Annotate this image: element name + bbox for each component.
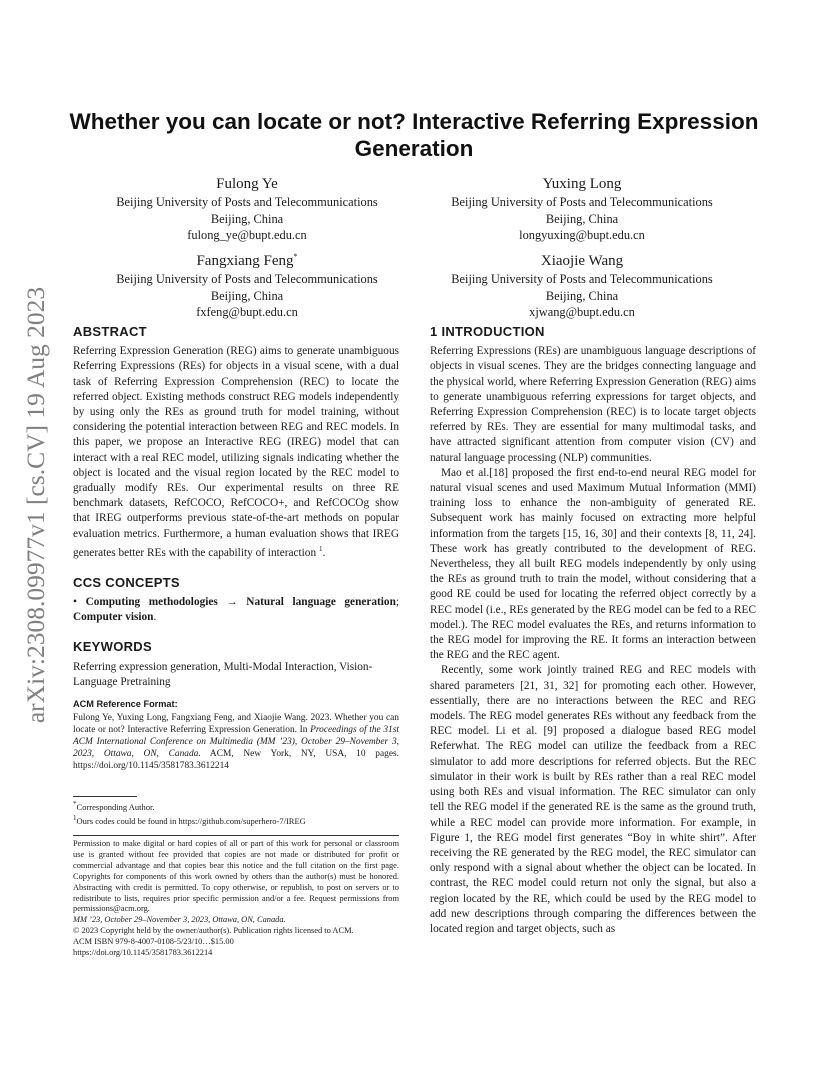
permission-isbn: ACM ISBN 979-8-4007-0108-5/23/10…$15.00 (73, 937, 234, 947)
author-block (417, 170, 747, 244)
author-location: Beijing, China (545, 288, 619, 303)
acm-reference-heading: ACM Reference Format: (73, 699, 178, 710)
author-affiliation: Beijing University of Posts and Telecommunications (451, 195, 713, 209)
footnote-item: $^1$Ours codes could be found in https://github.com/superhero-7/IREG (73, 813, 306, 826)
intro-paragraph: Referring Expressions (REs) are unambiguous language descriptions of objects in visual scenes. They are the bridges connecting language and the physical world, where Referring Expression Generation (REG) aims to generate unambiguous referring expressions for target objects, and Referring Expression Comprehension (REC) is to locate target objects referred by REs. They are essential for many multimodal tasks, and have attracted significant attention from computer vision (CV) and natural language processing (NLP) communities. (430, 345, 756, 464)
author-affiliation: Beijing University of Posts and Telecommunications (116, 195, 378, 209)
right-column (430, 324, 756, 937)
author-block (82, 247, 412, 321)
author-affiliation: Beijing University of Posts and Telecommunications (116, 272, 378, 286)
intro-paragraph: Recently, some work jointly trained REG and REC models with shared parameters [21, 31, 32] for promoting each other. However, essentially, there are no interactions between the REC and REG models. The REG model generates REs without any feedback from the REC model. Li et al. [9] proposed a dialogue based REG model Referwhat. The REG model can utilize the feedback from a REC simulator to add more descriptions for referred objects. But the REC simulator in their work is built by REs rather than a real REC model using both REs and visual information. The REC simulator can only tell the REG model if the generated RE is the same as the ground truth, while a REC model can provide more information. For example, in Figure 1, the REG model first generates “Boy in white shirt”. After receiving the RE generated by the REG model, the REC simulator can only respond with a signal about whether the object can be located. In contrast, the REC model could return not only the signal, but also a region located by the RE, which could be used by the REG model to add new descriptions through comparing the differences between the located region and target objects, such as (430, 664, 756, 935)
footnote-rule (73, 796, 137, 797)
author-name: Xiaojie Wang (540, 253, 624, 269)
author-name: Fangxiang Feng* (196, 252, 298, 269)
abstract-heading: ABSTRACT (73, 324, 147, 339)
introduction-heading: 1 INTRODUCTION (430, 324, 545, 339)
permission-text: Permission to make digital or hard copies of all or part of this work for personal or classroom use is granted without fee provided that copies are not made or distributed for profit or commercial advantage and that copies bear this notice and the full citation on the first page. Copyrights for components of this work owned by others than the author(s) must be honored. Abstracting with credit is permitted. To copy otherwise, or republish, to post on servers or to redistribute to lists, requires prior specific permission and/or a fee. Request permissions from permissions@acm.org. (73, 839, 399, 914)
author-block (417, 247, 747, 321)
keywords-heading: KEYWORDS (73, 639, 152, 655)
author-location: Beijing, China (210, 288, 284, 303)
footnotes (73, 799, 399, 827)
keywords-text: Referring expression generation, Multi-Modal Interaction, Vision-Language Pretraining (73, 660, 373, 688)
author-name: Yuxing Long (542, 176, 622, 192)
ccs-concepts: • Computing methodologies → Natural language generation; Computer vision. (73, 596, 400, 624)
footnote-item: *Corresponding Author. (73, 800, 155, 812)
permission-block (73, 839, 399, 959)
permission-rule (73, 835, 399, 836)
paper-title: Whether you can locate or not? Interactive Referring Expression Generation (69, 109, 759, 161)
acm-reference-text: Fulong Ye, Yuxing Long, Fangxiang Feng, and Xiaojie Wang. 2023. Whether you can locate or not? Interactive Referring Expression Generation. In Proceedings of the 31st ACM International Conference on Multimedia (MM ’23), October 29–November 3, 2023, Ottawa, ON, Canada. ACM, New York, NY, USA, 10 pages. https://doi.org/10.1145/3581783.3612214 (73, 712, 399, 771)
author-location: Beijing, China (210, 211, 284, 226)
ccs-heading: CCS CONCEPTS (73, 574, 180, 590)
arxiv-sidebar-stamp: arXiv:2308.09977v1 [cs.CV] 19 Aug 2023 (21, 286, 50, 723)
author-email: longyuxing@bupt.edu.cn (519, 228, 645, 242)
author-name: Fulong Ye (216, 176, 278, 192)
intro-paragraph: Mao et al.[18] proposed the first end-to-end neural REG model for natural visual scenes and used Maximum Mutual Information (MMI) training loss to enhance the non-ambiguity of generated RE. Subsequent work has mainly focused on extracting more helpful information from the targets [15, 16, 30] and their contexts [8, 11, 24]. These work has greatly contributed to the development of REG. Nevertheless, they all built REG models independently by only using the REs as ground truth to train the model, without considering that a good RE could be used for locating the referred object correctly by a REC model (i.e., REs generated by the REG model can be fed to a REC model.). The REC model evaluates the REs, and returns information to the REG model for improving the RE. It forms an interaction between the REG and the REC agent. (430, 466, 756, 662)
author-affiliation: Beijing University of Posts and Telecommunications (451, 272, 713, 286)
abstract-text: Referring Expression Generation (REG) aims to generate unambiguous Referring Expressions (REs) for objects in a visual scene, with a dual task of Referring Expression Comprehension (REC) to locate the referred object. Existing methods construct REG models independently by using only the REs as ground truth for model training, without considering the potential interaction between REG and REC models. In this paper, we propose an Interactive REG (IREG) model that can interact with a real REC model, utilizing signals indicating whether the object is located and the visual region located by the REC model to gradually modify REs. Our experimental results on three RE benchmark datasets, RefCOCO, RefCOCO+, and RefCOCOg show that IREG outperforms previous state-of-the-art methods on popular evaluation metrics. Furthermore, a human evaluation shows that IREG generates better REs with the capability of interaction $^1$. (73, 345, 399, 559)
permission-doi: https://doi.org/10.1145/3581783.3612214 (73, 948, 213, 958)
author-location: Beijing, China (545, 211, 619, 226)
author-email: fulong_ye@bupt.edu.cn (187, 228, 307, 242)
author-block (82, 170, 412, 244)
author-email: xjwang@bupt.edu.cn (529, 305, 635, 319)
permission-copyright: © 2023 Copyright held by the owner/author(s). Publication rights licensed to ACM. (73, 926, 354, 936)
author-email: fxfeng@bupt.edu.cn (196, 305, 298, 319)
left-column (73, 324, 399, 772)
permission-venue: MM ’23, October 29–November 3, 2023, Ottawa, ON, Canada. (73, 915, 286, 925)
